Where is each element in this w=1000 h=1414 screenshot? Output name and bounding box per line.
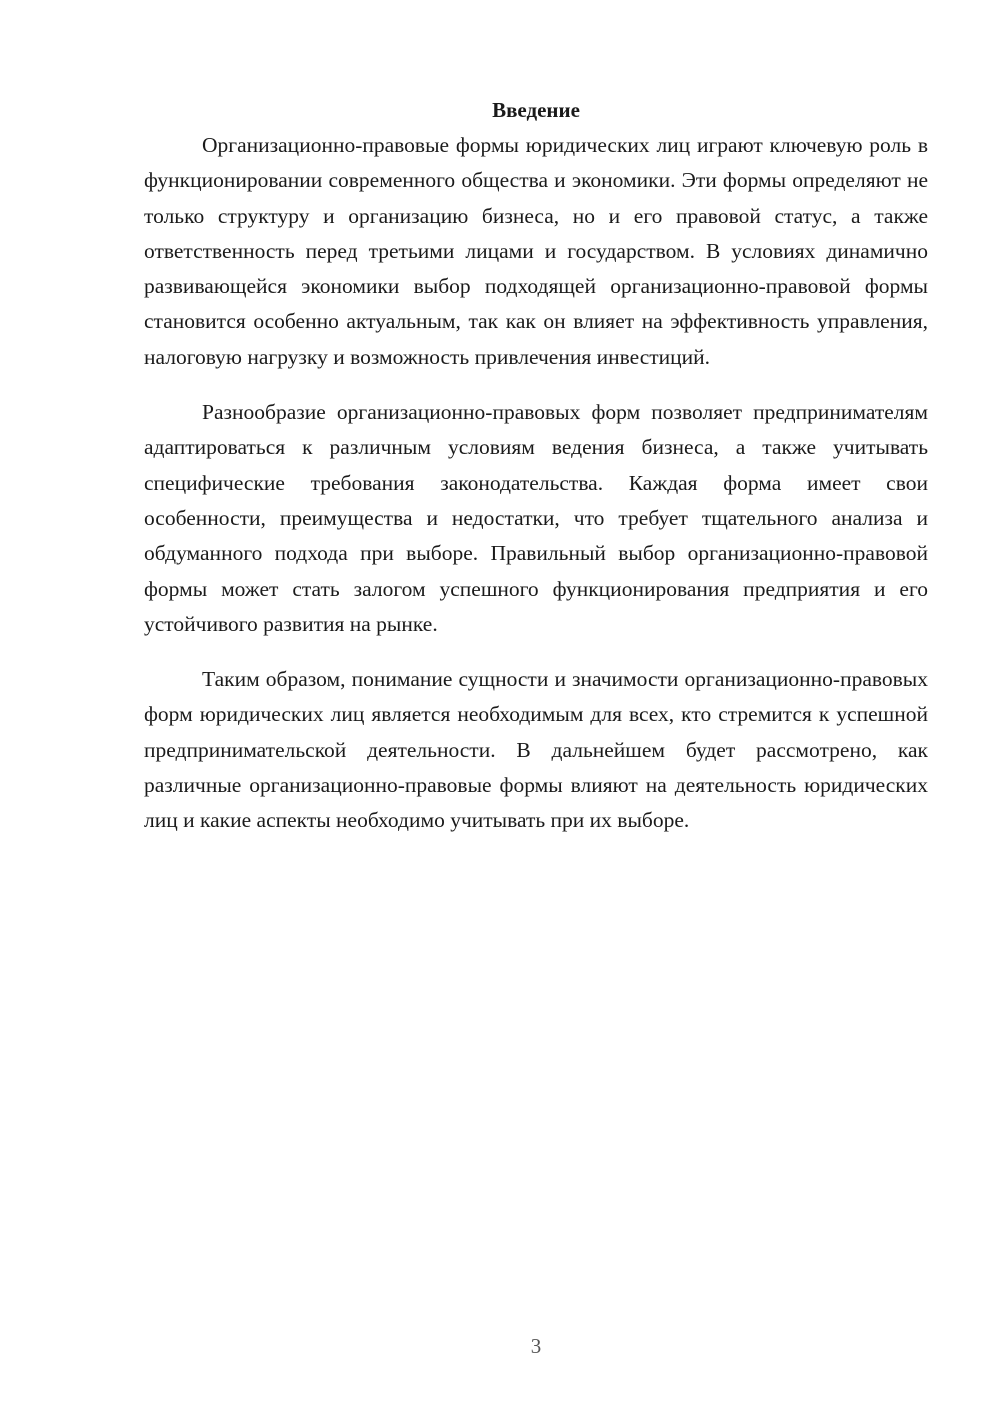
page-content	[144, 93, 928, 839]
page-title: Введение	[492, 98, 580, 122]
page-number: 3	[530, 1334, 542, 1358]
paragraph: Разнообразие организационно-правовых форм позволяет предпринимателям адаптироваться к различным условиям ведения бизнеса, а также учитывать специфические требования законодательства. Каждая форма имеет свои особенности, преимущества и недостатки, что требует тщательного анализа и обдуманного подхода при выборе. Правильный выбор организационно-правовой формы может стать залогом успешного функционирования предприятия и его устойчивого развития на рынке.	[144, 400, 928, 636]
paragraph: Организационно-правовые формы юридических лиц играют ключевую роль в функционировании современного общества и экономики. Эти формы определяют не только структуру и организацию бизнеса, но и его правовой статус, а также ответственность перед третьими лицами и государством. В условиях динамично развивающейся экономики выбор подходящей организационно-правовой формы становится особенно актуальным, так как он влияет на эффективность управления, налоговую нагрузку и возможность привлечения инвестиций.	[144, 133, 928, 369]
paragraph: Таким образом, понимание сущности и значимости организационно-правовых форм юридических лиц является необходимым для всех, кто стремится к успешной предпринимательской деятельности. В дальнейшем будет рассмотрено, как различные организационно-правовые формы влияют на деятельность юридических лиц и какие аспекты необходимо учитывать при их выборе.	[144, 667, 928, 833]
